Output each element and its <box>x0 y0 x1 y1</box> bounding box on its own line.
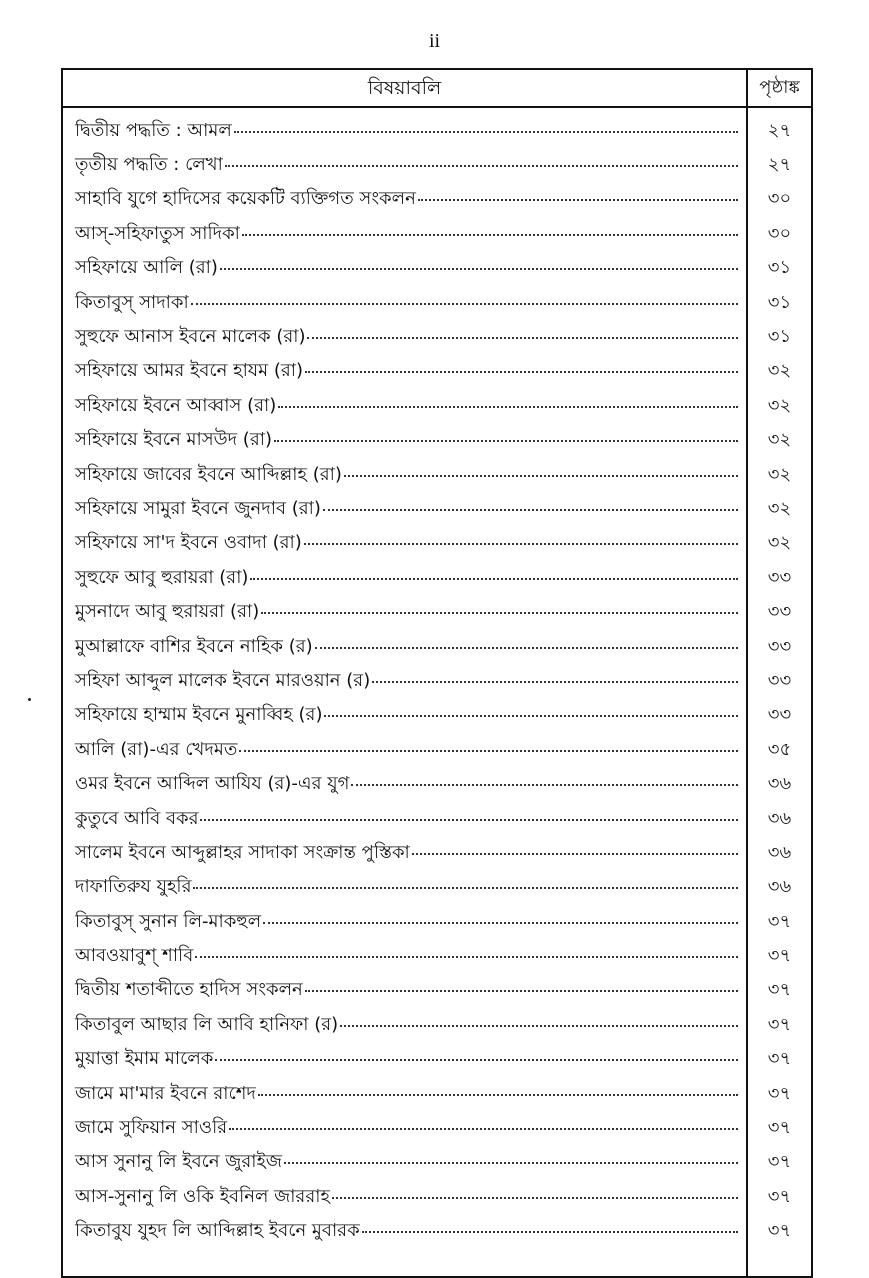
toc-body <box>63 108 811 1278</box>
toc-entry-page: ৩৭ <box>767 910 792 932</box>
dot-leader <box>372 681 738 683</box>
toc-entry-text <box>63 700 748 731</box>
toc-entry-page: ৩৫ <box>767 738 792 760</box>
dot-leader <box>332 1197 738 1199</box>
toc-entry <box>63 871 811 905</box>
toc-entry-page: ৩১ <box>767 326 792 348</box>
toc-entry-text <box>63 941 748 972</box>
toc-entry-page: ৩৭ <box>767 1151 792 1173</box>
toc-entry <box>63 458 811 492</box>
toc-entry-title: কুতুবে আবি বকর <box>75 807 199 829</box>
toc-entry <box>63 699 811 733</box>
toc-entry-page: ৩৭ <box>767 1082 792 1104</box>
dot-leader <box>274 440 738 442</box>
toc-entry <box>63 355 811 389</box>
toc-entry-page: ৩৭ <box>767 1185 792 1207</box>
toc-entry-title: মুআল্লাফে বাশির ইবনে নাহিক (র) <box>75 635 313 657</box>
toc-header <box>63 70 811 108</box>
toc-entry-title: সাহাবি যুগে হাদিসের কয়েকটি ব্যক্তিগত সংকলন <box>75 188 416 210</box>
toc-entry-page: ৩৩ <box>767 704 792 726</box>
toc-entry-text <box>63 1044 748 1075</box>
toc-entry-title: কিতাবুস্ সাদাকা <box>75 291 189 313</box>
toc-entry-page: ৩২ <box>767 532 792 554</box>
toc-entry-title: মুসনাদে আবু হুরায়রা (রা) <box>75 601 260 623</box>
dot-leader <box>261 612 738 614</box>
toc-entry <box>63 148 811 182</box>
header-topics: বিষয়াবলি <box>367 77 442 99</box>
toc-entry <box>63 389 811 423</box>
dot-leader <box>324 715 738 717</box>
dot-leader <box>258 1094 738 1096</box>
toc-entry-title: দ্বিতীয় পদ্ধতি : আমল <box>75 119 232 141</box>
toc-entry-page: ২৭ <box>767 119 792 141</box>
toc-entry-page: ৩২ <box>767 394 792 416</box>
dot-leader <box>307 337 738 339</box>
toc-entry-page: ৩২ <box>767 360 792 382</box>
toc-entry-page: ৩৭ <box>767 1117 792 1139</box>
toc-entry <box>63 630 811 664</box>
toc-entry-title: আস সুনানু লি ইবনে জুরাইজ <box>75 1151 282 1173</box>
dot-leader <box>305 371 738 373</box>
toc-entry <box>63 252 811 286</box>
dot-leader <box>323 509 738 511</box>
toc-entry-text <box>63 1113 748 1144</box>
toc-entry-page: ৩৩ <box>767 635 792 657</box>
page-number: ii <box>428 30 441 52</box>
toc-entry <box>63 664 811 698</box>
toc-entry <box>63 595 811 629</box>
dot-leader <box>220 268 738 270</box>
toc-entry-title: সহিফায়ে ইবনে আব্বাস (রা) <box>75 394 277 416</box>
toc-entry-title: সহিফায়ে সা'দ ইবনে ওবাদা (রা) <box>75 532 302 554</box>
toc-entry-text <box>63 975 748 1006</box>
dot-leader <box>278 406 738 408</box>
toc-entry <box>63 1146 811 1180</box>
dot-leader <box>195 956 738 958</box>
toc-entry-text <box>63 288 748 319</box>
toc-entry-page: ৩১ <box>767 257 792 279</box>
toc-entry-title: জামে মা'মার ইবনে রাশেদ <box>75 1082 256 1104</box>
toc-entry-text <box>63 907 748 938</box>
toc-entry-text <box>63 769 748 800</box>
dot-leader <box>193 887 738 889</box>
dot-leader <box>418 199 738 201</box>
toc-entry <box>63 183 811 217</box>
toc-entry-title: জামে সুফিয়ান সাওরি <box>75 1117 228 1139</box>
toc-entry <box>63 114 811 148</box>
toc-entry <box>63 217 811 251</box>
dot-leader <box>304 543 738 545</box>
toc-entry-text <box>63 219 748 250</box>
toc-entry-title: কিতাবুস্ সুনান লি-মাকহুল <box>75 910 262 932</box>
toc-entry-page: ৩৭ <box>767 945 792 967</box>
dot-leader <box>239 750 738 752</box>
dot-leader <box>234 131 738 133</box>
toc-entry-page: ৩৬ <box>767 773 792 795</box>
dot-leader <box>351 784 738 786</box>
toc-entry-text <box>63 116 748 147</box>
toc-entry-text <box>63 666 748 697</box>
toc-entry-text <box>63 253 748 284</box>
toc-entry <box>63 286 811 320</box>
toc-entry-page: ৩৭ <box>767 1220 792 1242</box>
toc-entry-page: ৩৩ <box>767 566 792 588</box>
toc-entry-title: সহিফায়ে আমর ইবনে হাযম (রা) <box>75 360 304 382</box>
toc-entry-text <box>63 494 748 525</box>
toc-entry-title: সহিফা আব্দুল মালেক ইবনে মারওয়ান (র) <box>75 669 371 691</box>
header-page-number: পৃষ্ঠাঙ্ক <box>746 70 811 106</box>
toc-entry <box>63 320 811 354</box>
toc-entry-title: দাফাতিরুয যুহরি <box>75 876 192 898</box>
toc-entry <box>63 939 811 973</box>
toc-entry-page: ২৭ <box>767 154 792 176</box>
toc-entry-title: দ্বিতীয় শতাব্দীতে হাদিস সংকলন <box>75 979 303 1001</box>
toc-entry-page: ৩১ <box>767 291 792 313</box>
toc-entry-text <box>63 1182 748 1213</box>
toc-entry-title: আবওয়াবুশ্ শাবি <box>75 945 194 967</box>
dot-leader <box>225 165 738 167</box>
toc-entry-title: তৃতীয় পদ্ধতি : লেখা <box>75 154 223 176</box>
toc-entry-text <box>63 528 748 559</box>
toc-entry-page: ৩০ <box>767 222 792 244</box>
toc-entry-title: আস্-সহিফাতুস সাদিকা <box>75 222 240 244</box>
dot-leader <box>242 234 738 236</box>
toc-entry-page: ৩৬ <box>767 807 792 829</box>
toc-entry <box>63 1077 811 1111</box>
toc-entry-title: সহিফায়ে ইবনে মাসউদ (রা) <box>75 429 272 451</box>
toc-entry-title: কিতাবুয যুহদ লি আব্দিল্লাহ ইবনে মুবারক <box>75 1220 360 1242</box>
scan-speck <box>28 698 31 701</box>
toc-entry-page: ৩০ <box>767 188 792 210</box>
toc-entry-title: সহিফায়ে হাম্মাম ইবনে মুনাব্বিহ (র) <box>75 704 323 726</box>
toc-entry-text <box>63 597 748 628</box>
toc-entry <box>63 1215 811 1249</box>
toc-entry-page: ৩৭ <box>767 979 792 1001</box>
toc-entry <box>63 424 811 458</box>
toc-entry <box>63 1111 811 1145</box>
toc-entry-text <box>63 804 748 835</box>
toc-entry-text <box>63 356 748 387</box>
toc-entry-text <box>63 322 748 353</box>
toc-entry <box>63 527 811 561</box>
toc-entry-text <box>63 563 748 594</box>
toc-entry-page: ৩৬ <box>767 876 792 898</box>
dot-leader <box>215 1059 738 1061</box>
dot-leader <box>229 1128 738 1130</box>
toc-entry-title: সহিফায়ে সামুরা ইবনে জুনদাব (রা) <box>75 497 321 519</box>
toc-entry <box>63 836 811 870</box>
toc-entry-text <box>63 425 748 456</box>
toc-entry-title: সহিফায়ে আলি (রা) <box>75 257 218 279</box>
dot-leader <box>412 853 738 855</box>
toc-entry-text <box>63 1216 748 1247</box>
toc-entry-title: আলি (রা)-এর খেদমত <box>75 738 238 760</box>
toc-entry-title: সহিফায়ে জাবের ইবনে আব্দিল্লাহ (রা) <box>75 463 342 485</box>
toc-entry-page: ৩২ <box>767 463 792 485</box>
toc-entry <box>63 733 811 767</box>
toc-entry-page: ৩৭ <box>767 1013 792 1035</box>
toc-entry-text <box>63 150 748 181</box>
dot-leader <box>344 475 738 477</box>
toc-entry-title: মুয়াত্তা ইমাম মালেক <box>75 1048 214 1070</box>
toc-entry-text <box>63 391 748 422</box>
toc-entry <box>63 1180 811 1214</box>
toc-entry <box>63 974 811 1008</box>
toc-entry-text <box>63 838 748 869</box>
toc-entry-text <box>63 460 748 491</box>
toc-entry <box>63 905 811 939</box>
toc-entry-title: কিতাবুল আছার লি আবি হানিফা (র) <box>75 1013 339 1035</box>
toc-entry-text <box>63 1079 748 1110</box>
toc-entry-title: সালেম ইবনে আব্দুল্লাহর সাদাকা সংক্রান্ত পুস্তিকা <box>75 841 410 863</box>
dot-leader <box>263 922 738 924</box>
toc-entry-title: সুহুফে আনাস ইবনে মালেক (রা) <box>75 326 306 348</box>
toc-entry-text <box>63 1010 748 1041</box>
toc-entry-page: ৩৭ <box>767 1048 792 1070</box>
dot-leader <box>284 1162 738 1164</box>
toc-entry-page: ৩৩ <box>767 669 792 691</box>
toc-entry-page: ৩৩ <box>767 601 792 623</box>
toc-entry-page: ৩২ <box>767 429 792 451</box>
toc-entry <box>63 492 811 526</box>
toc-entry <box>63 802 811 836</box>
toc-entry-text <box>63 632 748 663</box>
toc-entry-text <box>63 1147 748 1178</box>
dot-leader <box>362 1231 738 1233</box>
table-of-contents <box>61 68 813 1278</box>
toc-entry-title: আস-সুনানু লি ওকি ইবনিল জাররাহ <box>75 1185 330 1207</box>
toc-entry-title: ওমর ইবনে আব্দিল আযিয (র)-এর যুগ <box>75 773 350 795</box>
dot-leader <box>250 578 738 580</box>
toc-entry <box>63 561 811 595</box>
toc-entry-text <box>63 872 748 903</box>
toc-entry-title: সুহুফে আবু হুরায়রা (রা) <box>75 566 249 588</box>
dot-leader <box>315 647 738 649</box>
toc-entry <box>63 1043 811 1077</box>
toc-entry-text <box>63 735 748 766</box>
toc-rows <box>63 114 811 1249</box>
toc-entry-text <box>63 184 748 215</box>
dot-leader <box>200 819 738 821</box>
dot-leader <box>191 303 738 305</box>
toc-entry-page: ৩৬ <box>767 841 792 863</box>
dot-leader <box>340 1025 738 1027</box>
toc-entry <box>63 1008 811 1042</box>
toc-entry <box>63 767 811 801</box>
toc-entry-page: ৩২ <box>767 497 792 519</box>
dot-leader <box>305 990 738 992</box>
